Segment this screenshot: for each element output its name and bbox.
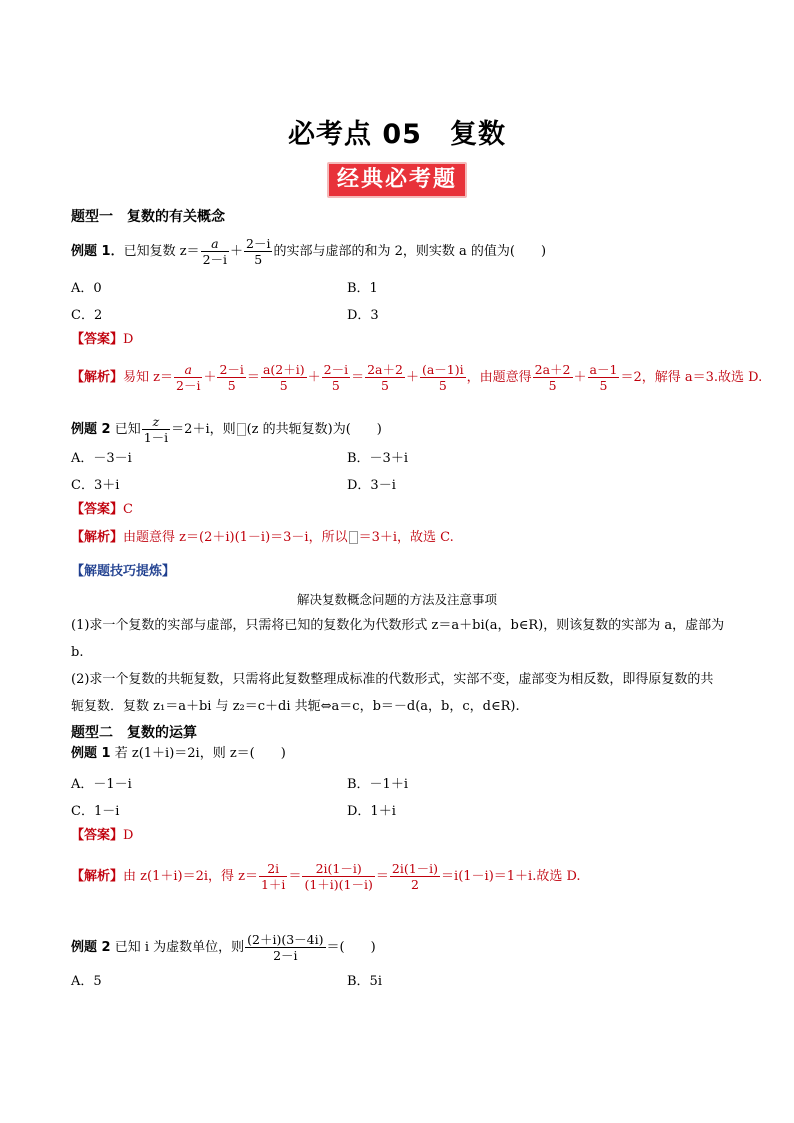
analysis-text: 易知 z＝ (123, 370, 173, 385)
frac-den: 5 (548, 378, 557, 393)
frac (588, 362, 620, 393)
section-badge: 经典必考题 (327, 162, 467, 198)
ex2-pre: 已知 (110, 422, 141, 437)
frac-num: 2－i (219, 362, 244, 377)
ex1-option-d: D．3 (347, 308, 379, 323)
s2-ex2-question (71, 932, 376, 963)
ex1-option-c: C．2 (71, 308, 103, 323)
s2-ex2-frac (245, 932, 325, 963)
s2-ex2-option-b: B．5i (347, 974, 382, 989)
frac (217, 362, 245, 393)
ex1-frac1-den: 2－i (202, 252, 228, 267)
ex2-option-d: D．3－i (347, 478, 396, 493)
ex1-frac2 (244, 236, 272, 267)
conjugate-symbol-icon (237, 423, 246, 436)
conjugate-symbol-icon (349, 531, 358, 544)
frac-den: 2－i (273, 948, 298, 963)
ex2-label: 例题 2 (71, 422, 111, 437)
s2-ex1-option-b: B．－1＋i (347, 777, 408, 792)
frac-den: 5 (227, 378, 236, 393)
answer-value: C (123, 502, 133, 517)
ex2-option-b: B．－3＋i (347, 451, 408, 466)
frac-num: 2a＋2 (534, 362, 571, 377)
s2-ex1-label: 例题 1 (71, 746, 111, 761)
frac-den: (1＋i)(1－i) (304, 877, 373, 892)
frac-num: 2i (259, 861, 287, 877)
ex1-question (71, 236, 546, 267)
analysis-tag: 【解析】 (71, 370, 124, 385)
s2-ex2-pre: 已知 i 为虚数单位，则 (110, 940, 245, 955)
frac-den: 5 (599, 378, 608, 393)
frac-den: 5 (381, 378, 389, 393)
frac-num: 2i(1－i) (302, 861, 374, 877)
analysis-text: 由题意得 z＝(2＋i)(1－i)＝3－i，所以 (123, 530, 348, 545)
frac-num: (2＋i)(3－4i) (247, 932, 324, 947)
answer-value: D (123, 332, 134, 347)
answer-value: D (123, 828, 134, 843)
frac (420, 362, 466, 393)
answer-tag: 【答案】 (71, 332, 124, 347)
ex1-frac1-num: a (201, 236, 229, 252)
frac (322, 362, 350, 393)
frac-num: z (142, 414, 170, 430)
s2-ex2-label: 例题 2 (71, 940, 111, 955)
section1-heading: 题型一 复数的有关概念 (71, 209, 225, 225)
ex1-frac1 (201, 236, 229, 267)
frac (259, 861, 287, 892)
analysis-tag: 【解析】 (71, 869, 124, 884)
ex2-question (71, 414, 382, 445)
ex1-pre: 已知复数 z＝ (123, 244, 200, 259)
frac-num: 2i(1－i) (391, 861, 439, 876)
ex1-plus: ＋ (230, 244, 244, 259)
frac-num: (a－1)i (421, 362, 464, 377)
s2-ex2-post: ＝( ) (326, 940, 376, 955)
s2-ex1-text: 若 z(1＋i)＝2i，则 z＝( ) (110, 746, 286, 761)
ex1-post: 的实部与虚部的和为 2，则实数 a 的值为( ) (273, 244, 547, 259)
frac-den: 1＋i (260, 877, 286, 892)
tips-tag (71, 563, 175, 581)
frac-den: 5 (331, 378, 340, 393)
ex2-option-c: C．3＋i (71, 478, 120, 493)
answer-tag: 【答案】 (71, 502, 124, 517)
frac-den: 2－i (176, 378, 201, 393)
frac-num: 2－i (323, 362, 349, 377)
frac-den: 2 (410, 877, 419, 892)
frac-num: a (174, 362, 202, 378)
frac (302, 861, 374, 892)
ex2-option-a: A．－3－i (71, 451, 132, 466)
analysis-text: ＝3＋i，故选 C. (358, 530, 454, 545)
ex2-answer (71, 501, 133, 519)
s2-ex2-option-a: A．5 (71, 974, 102, 989)
frac-den: 1－i (143, 430, 169, 445)
analysis-text: 由 z(1＋i)＝2i，得 z＝ (123, 869, 258, 884)
s2-ex1-analysis: 【解析】由 z(1＋i)＝2i，得 z＝ $\frac{2i}{1+i}$ ＝ $\frac{2i(1-i)}{(1+i)(1-i)}$ ＝ $\frac{2i(1-i)}{2}$ ＝i(1－i)＝1＋i.故选 D. (71, 861, 581, 892)
s2-ex1-option-c: C．1－i (71, 804, 120, 819)
ex1-option-b: B．1 (347, 281, 378, 296)
frac (261, 362, 307, 393)
frac (390, 861, 440, 892)
frac-num: a－1 (589, 362, 618, 377)
ex1-option-a: A．0 (71, 281, 102, 296)
s2-ex1-option-a: A．－1－i (71, 777, 132, 792)
ex2-frac (142, 414, 170, 445)
frac-den: 5 (438, 378, 447, 393)
tips-title: 解决复数概念问题的方法及注意事项 (296, 592, 497, 607)
frac (174, 362, 202, 393)
analysis-text: ＝2，解得 a＝3.故选 D. (620, 370, 763, 385)
ex2-post2: (z 的共轭复数)为( ) (246, 422, 382, 437)
ex1-frac2-den: 5 (254, 252, 263, 267)
frac (533, 362, 573, 393)
ex1-analysis: 【解析】易知 z＝ $\frac{a}{2-i}$ ＋ $\frac{2-i}{5}$ ＝ $\frac{a(2+i)}{5}$ ＋ $\frac{2-i}{5}$ ＝ $\frac{2a+2}{5}$ ＋ $\frac{(a-1)i}{5}$ ，由题意得 $\frac{2a+2}{5}$ ＋ $\frac{a-1}{5}$ ＝2，解得 a＝3.故选 D. (71, 362, 763, 393)
s2-ex1-answer (71, 827, 133, 845)
ex1-label: 例题 1． (71, 244, 124, 259)
section2-heading: 题型二 复数的运算 (71, 725, 197, 741)
s2-ex1-option-d: D．1＋i (347, 804, 396, 819)
analysis-tag: 【解析】 (71, 530, 124, 545)
tips-paragraph-2: (2)求一个复数的共轭复数，只需将此复数整理成标准的代数形式，实部不变，虚部变为相反数，即得原复数的共轭复数．复数 z₁＝a＋bi 与 z₂＝c＋di 共轭⇔a＝c，b＝－d(a，b，c，d∈R). (71, 672, 714, 714)
ex1-answer (71, 331, 133, 349)
frac-num: 2a＋2 (367, 362, 403, 377)
analysis-text: ，由题意得 (466, 370, 532, 385)
frac-den: 5 (279, 378, 288, 393)
s2-ex1-question (71, 745, 286, 763)
tips-tag-text: 【解题技巧提炼】 (71, 564, 176, 579)
analysis-text: ＝i(1－i)＝1＋i.故选 D. (441, 869, 581, 884)
answer-tag: 【答案】 (71, 828, 124, 843)
tips-paragraph-1: (1)求一个复数的实部与虚部，只需将已知的复数化为代数形式 z＝a＋bi(a，b∈R)，则该复数的实部为 a，虚部为 b. (71, 618, 725, 660)
ex2-analysis (71, 529, 454, 547)
frac-num: a(2＋i) (262, 362, 305, 377)
frac (365, 362, 405, 393)
ex2-post1: ＝2＋i，则 (171, 422, 236, 437)
ex1-frac2-num: 2－i (246, 236, 271, 251)
page-title: 必考点 05 复数 (288, 119, 506, 150)
